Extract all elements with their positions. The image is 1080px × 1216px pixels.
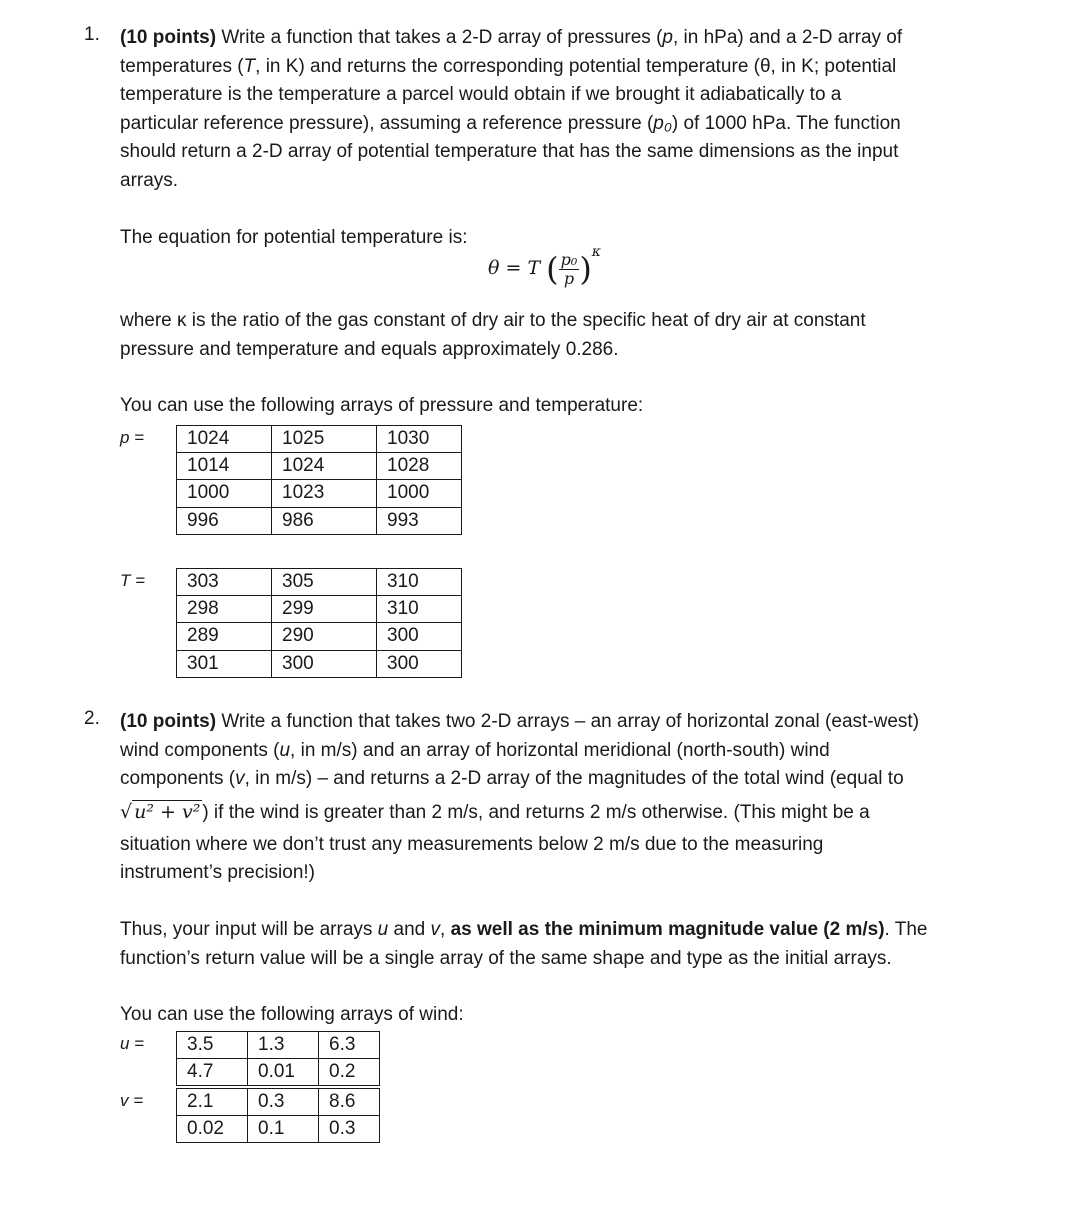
q2-line-2: wind components (u, in m/s) and an array of horizontal meridional (north-south) wind bbox=[120, 739, 830, 761]
T-array-cell: 300 bbox=[377, 650, 462, 677]
q1-line-1: (10 points) Write a function that takes a 2-D array of pressures (p, in hPa) and a 2-D array of bbox=[120, 27, 903, 48]
p-array-cell: 1028 bbox=[377, 453, 462, 480]
p-array-cell: 1024 bbox=[272, 453, 377, 480]
v-array-row bbox=[177, 1089, 380, 1116]
question-2-body bbox=[120, 708, 984, 1030]
p-array-label: p = bbox=[120, 428, 145, 447]
q2-points: (10 points) bbox=[120, 711, 217, 732]
T-array-row bbox=[177, 596, 462, 623]
q1-where-line-2: pressure and temperature and equals approximately 0.286. bbox=[120, 338, 619, 360]
p-array-table bbox=[176, 425, 462, 535]
p-array-row bbox=[177, 453, 462, 480]
u-array-cell: 1.3 bbox=[248, 1032, 319, 1059]
question-2 bbox=[84, 708, 984, 1030]
v-array-label: v = bbox=[120, 1091, 144, 1110]
T-array-cell: 301 bbox=[177, 650, 272, 677]
q2-line-5: situation where we don’t trust any measurements below 2 m/s due to the measuring bbox=[120, 833, 824, 855]
T-array-cell: 290 bbox=[272, 623, 377, 650]
q1-points: (10 points) bbox=[120, 27, 217, 48]
p-array-cell: 1030 bbox=[377, 426, 462, 453]
p-array-cell: 1014 bbox=[177, 453, 272, 480]
p-array-row bbox=[177, 480, 462, 507]
q1-equation-intro: The equation for potential temperature is: bbox=[120, 226, 468, 248]
T-array-table bbox=[176, 568, 462, 678]
question-1-number: 1. bbox=[84, 24, 100, 45]
equation-exponent: κ bbox=[591, 244, 601, 260]
sqrt-expression: √ u² + v² bbox=[120, 800, 201, 823]
equation-numerator: p₀ bbox=[560, 249, 578, 269]
q1-line-5: should return a 2-D array of potential temperature that has the same dimensions as the input bbox=[120, 141, 899, 163]
u-array-table bbox=[176, 1031, 380, 1086]
q1-line-2: temperatures (T, in K) and returns the corresponding potential temperature (θ, in K; potential bbox=[120, 55, 897, 77]
q2-arrays-intro: You can use the following arrays of wind: bbox=[120, 1004, 464, 1026]
u-array-label: u = bbox=[120, 1034, 145, 1053]
v-array-cell: 2.1 bbox=[177, 1089, 248, 1116]
equation-lhs: θ = T bbox=[488, 257, 541, 279]
equation-denominator: p bbox=[563, 268, 575, 288]
u-array-row bbox=[177, 1059, 380, 1086]
p-array-row bbox=[177, 507, 462, 534]
T-array-row bbox=[177, 569, 462, 596]
equation-fraction bbox=[559, 251, 580, 288]
p-array-cell: 1025 bbox=[272, 426, 377, 453]
T-array-row bbox=[177, 650, 462, 677]
T-array-label: T = bbox=[120, 571, 146, 590]
T-array-cell: 310 bbox=[377, 596, 462, 623]
p-array-cell: 986 bbox=[272, 507, 377, 534]
question-1-body bbox=[120, 24, 984, 252]
u-array-cell: 3.5 bbox=[177, 1032, 248, 1059]
q1-where-line-1: where κ is the ratio of the gas constant of dry air to the specific heat of dry air at constant bbox=[120, 310, 866, 331]
T-array-cell: 289 bbox=[177, 623, 272, 650]
q1-line-6: arrays. bbox=[120, 169, 179, 191]
v-array-cell: 0.3 bbox=[319, 1116, 380, 1143]
v-array-row bbox=[177, 1116, 380, 1143]
v-array-cell: 0.1 bbox=[248, 1116, 319, 1143]
u-array-cell: 4.7 bbox=[177, 1059, 248, 1086]
v-array-cell: 0.02 bbox=[177, 1116, 248, 1143]
p-array-cell: 1023 bbox=[272, 480, 377, 507]
T-array-cell: 310 bbox=[377, 569, 462, 596]
p-array-cell: 993 bbox=[377, 507, 462, 534]
question-1-where bbox=[84, 307, 984, 421]
q1-arrays-intro: You can use the following arrays of pressure and temperature: bbox=[120, 395, 644, 417]
q2-thus-line-2: function’s return value will be a single array of the same shape and type as the initial arrays. bbox=[120, 947, 892, 969]
T-array-cell: 300 bbox=[272, 650, 377, 677]
p-array-cell: 1000 bbox=[377, 480, 462, 507]
u-array-cell: 0.01 bbox=[248, 1059, 319, 1086]
p-array-cell: 996 bbox=[177, 507, 272, 534]
q2-line-3: components (v, in m/s) – and returns a 2-D array of the magnitudes of the total wind (equal to bbox=[120, 768, 904, 790]
p-array-row bbox=[177, 426, 462, 453]
potential-temperature-equation: θ = T ( $\frac{\text{p₀}}{p}$ )$^\kappa$ bbox=[488, 244, 601, 288]
u-array-cell: 6.3 bbox=[319, 1032, 380, 1059]
question-2-number: 2. bbox=[84, 708, 100, 729]
q2-line-1: (10 points) Write a function that takes two 2-D arrays – an array of horizontal zonal (east-west) bbox=[120, 711, 920, 732]
T-array-row bbox=[177, 623, 462, 650]
q1-line-3: temperature is the temperature a parcel would obtain if we brought it adiabatically to a bbox=[120, 84, 842, 106]
v-array-cell: 8.6 bbox=[319, 1089, 380, 1116]
u-array-row bbox=[177, 1032, 380, 1059]
u-array-cell: 0.2 bbox=[319, 1059, 380, 1086]
p-array-cell: 1000 bbox=[177, 480, 272, 507]
T-array-cell: 299 bbox=[272, 596, 377, 623]
q2-thus-line-1: Thus, your input will be arrays u and v, as well as the minimum magnitude value (2 m/s). The bbox=[120, 918, 928, 940]
q1-line-4: particular reference pressure), assuming a reference pressure (p₀) of 1000 hPa. The function bbox=[120, 112, 901, 134]
v-array-cell: 0.3 bbox=[248, 1089, 319, 1116]
p-array-cell: 1024 bbox=[177, 426, 272, 453]
v-array-table bbox=[176, 1088, 380, 1143]
T-array-cell: 303 bbox=[177, 569, 272, 596]
T-array-cell: 305 bbox=[272, 569, 377, 596]
q2-line-6: instrument’s precision!) bbox=[120, 862, 316, 884]
T-array-cell: 298 bbox=[177, 596, 272, 623]
q2-line-4: √ u² + v² ) if the wind is greater than 2 m/s, and returns 2 m/s otherwise. (This might be a bbox=[120, 800, 870, 823]
question-1 bbox=[84, 24, 984, 252]
T-array-cell: 300 bbox=[377, 623, 462, 650]
